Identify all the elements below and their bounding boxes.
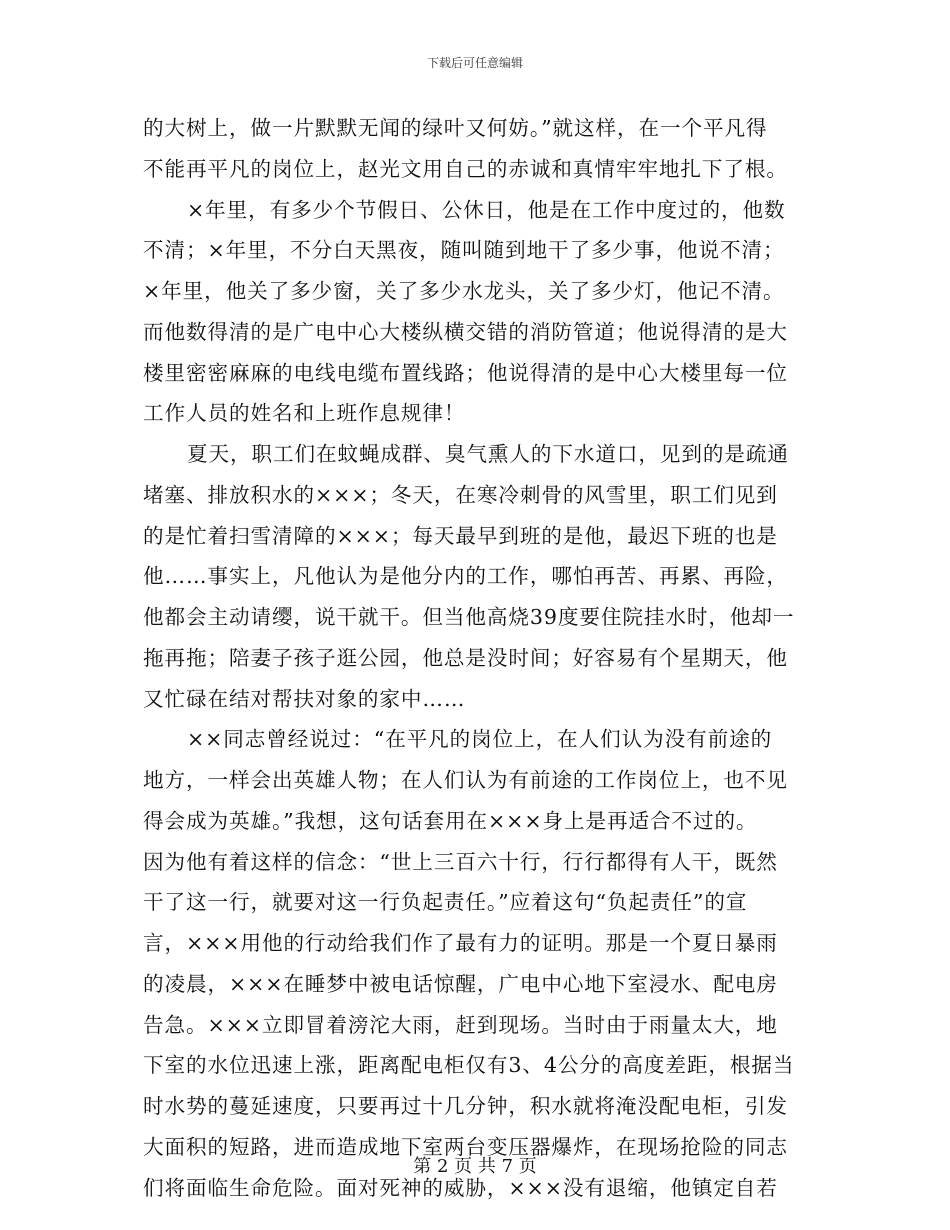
text-line: 大面积的短路，进而造成地下室两台变压器爆炸，在现场抢险的同志: [143, 1134, 788, 1159]
paragraph-start-line: ××同志曾经说过：“在平凡的岗位上，在人们认为没有前途的: [187, 727, 773, 752]
text-line: 工作人员的姓名和上班作息规律！: [143, 401, 466, 426]
text-line: 地方，一样会出英雄人物；在人们认为有前途的工作岗位上，也不见: [143, 768, 788, 792]
text-line: 得会成为英雄。”我想，这句话套用在×××身上是再适合不过的。: [143, 808, 758, 833]
text-line: 堵塞、排放积水的×××；冬天，在寒冷刺骨的风雪里，职工们见到: [143, 482, 778, 507]
paragraph-start-line: ×年里，有多少个节假日、公休日，他是在工作中度过的，他数: [187, 197, 786, 222]
text-line: 干了这一行，就要对这一行负起责任。”应着这句“负起责任”的宣: [143, 890, 748, 915]
text-line: 不清；×年里，不分白天黑夜，随叫随到地干了多少事，他说不清；: [143, 238, 785, 263]
text-line: 时水势的蔓延速度，只要再过十几分钟，积水就将淹没配电柜，引发: [143, 1094, 788, 1118]
paragraph-start-line: 夏天，职工们在蚊蝇成群、臭气熏人的下水道口，见到的是疏通: [187, 442, 789, 466]
text-line: 不能再平凡的岗位上，赵光文用自己的赤诚和真情牢牢地扎下了根。: [143, 156, 788, 181]
text-line: 告急。×××立即冒着滂沱大雨，赶到现场。当时由于雨量太大，地: [143, 1012, 778, 1037]
page-number-footer: 第 2 页 共 7 页: [413, 1156, 537, 1177]
text-line: 的大树上，做一片默默无闻的绿叶又何妨。”就这样，在一个平凡得: [143, 116, 768, 140]
text-line: 他都会主动请缨，说干就干。但当他高烧39度要住院挂水时，他却一: [143, 605, 795, 629]
text-line: 们将面临生命危险。面对死神的威胁，×××没有退缩，他镇定自若: [143, 1175, 778, 1200]
text-line: 言，×××用他的行动给我们作了最有力的证明。那是一个夏日暴雨: [143, 931, 778, 955]
text-line: 的是忙着扫雪清障的×××；每天最早到班的是他，最迟下班的也是: [143, 523, 778, 548]
text-line: 拖再拖；陪妻子孩子逛公园，他总是没时间；好容易有个星期天，他: [143, 645, 788, 670]
body-text: [143, 108, 808, 1208]
text-line: 因为他有着这样的信念：“世上三百六十行，行行都得有人干，既然: [143, 849, 778, 874]
text-line: ×年里，他关了多少窗，关了多少水龙头，关了多少灯，他记不清。: [143, 279, 785, 303]
text-line: 楼里密密麻麻的电线电缆布置线路；他说得清的是中心大楼里每一位: [143, 360, 788, 385]
text-line: 下室的水位迅速上涨，距离配电柜仅有3、4公分的高度差距，根据当: [143, 1053, 795, 1078]
text-line: 他……事实上，凡他认为是他分内的工作，哪怕再苦、再累、再险，: [143, 564, 788, 589]
text-line: 的凌晨，×××在睡梦中被电话惊醒，广电中心地下室浸水、配电房: [143, 971, 778, 996]
page-header: 下载后可任意编辑: [426, 56, 523, 70]
text-line: 而他数得清的是广电中心大楼纵横交错的消防管道；他说得清的是大: [143, 319, 788, 344]
text-line: 又忙碌在结对帮扶对象的家中……: [143, 686, 466, 711]
